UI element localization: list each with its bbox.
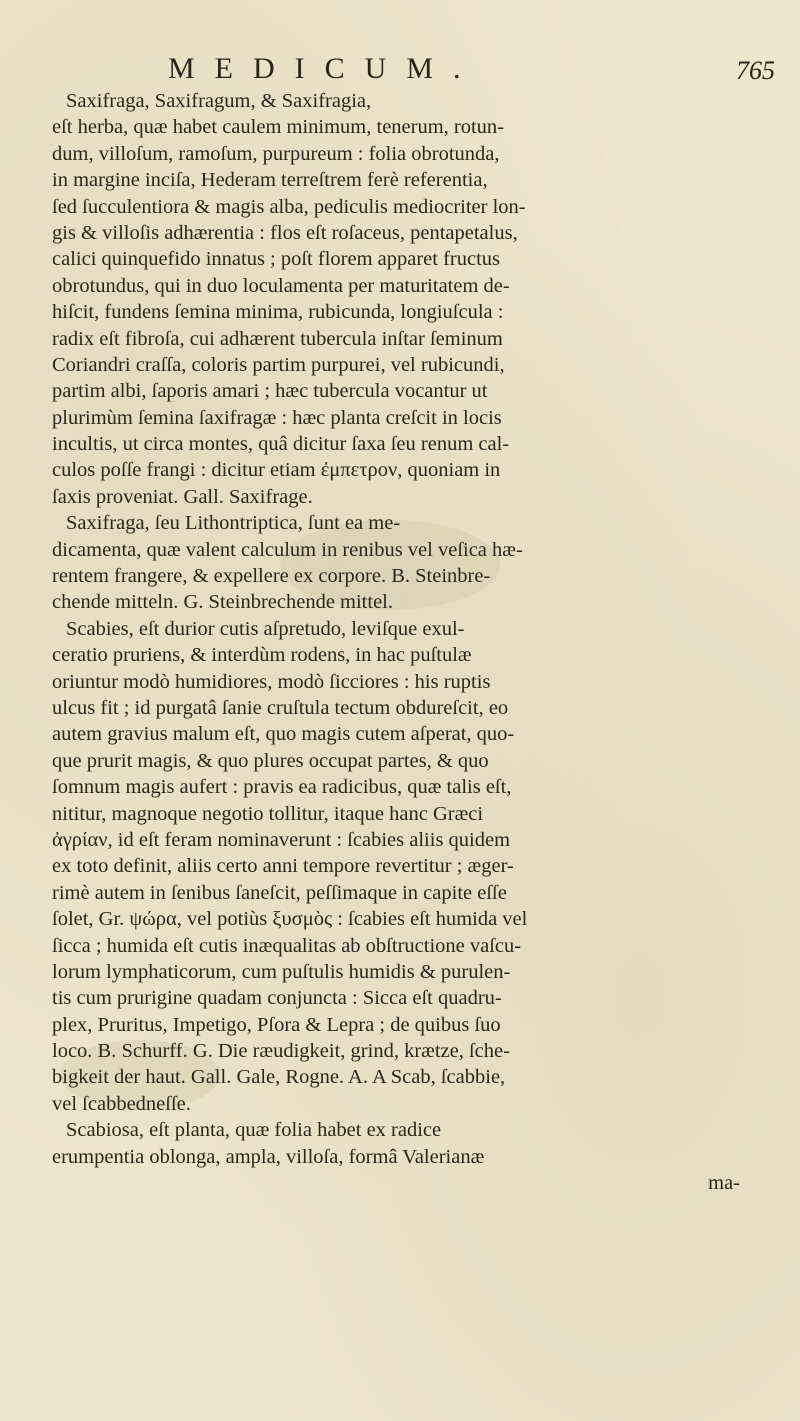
text-line: Coriandri craſſa, coloris partim purpurei, vel rubicundi, bbox=[52, 353, 505, 376]
text-line: ſicca ; humida eſt cutis inæqualitas ab obſtructione vaſcu- bbox=[52, 934, 522, 957]
text-line: culos poſſe frangi : dicitur etiam ἐμπετρον, quoniam in bbox=[52, 459, 501, 482]
text-line: partim albi, ſaporis amari ; hæc tubercula vocantur ut bbox=[52, 380, 488, 403]
text-line: dicamenta, quæ valent calculum in renibus vel veſica hæ- bbox=[52, 538, 523, 561]
text-line: in margine inciſa, Hederam terreſtrem ferè referentia, bbox=[52, 169, 488, 192]
body-text bbox=[52, 88, 744, 1196]
text-line: loco. B. Schurff. G. Die ræudigkeit, grind, krætze, ſche- bbox=[52, 1040, 510, 1063]
text-line: ex toto definit, aliis certo anni tempore revertitur ; æger- bbox=[52, 855, 514, 878]
text-line: Scabies, eſt durior cutis aſpretudo, leviſque exul- bbox=[66, 617, 465, 640]
text-line: ſomnum magis aufert : pravis ea radicibus, quæ talis eſt, bbox=[52, 776, 512, 799]
text-line: plurimùm ſemina ſaxifragæ : hæc planta creſcit in locis bbox=[52, 406, 502, 429]
text-line: autem gravius malum eſt, quo magis cutem aſperat, quo- bbox=[52, 723, 515, 746]
text-line: hiſcit, fundens ſemina minima, rubicunda, longiuſcula : bbox=[52, 301, 504, 324]
running-head: MEDICUM. bbox=[168, 52, 481, 85]
text-line: calici quinquefido innatus ; poſt florem apparet fructus bbox=[52, 248, 501, 271]
catchword: ma- bbox=[708, 1172, 740, 1195]
text-line: eſt herba, quæ habet caulem minimum, tenerum, rotun- bbox=[52, 116, 505, 139]
text-line: incultis, ut circa montes, quâ dicitur ſaxa ſeu renum cal- bbox=[52, 433, 510, 456]
text-line: Scabiosa, eſt planta, quæ folia habet ex radice bbox=[66, 1119, 442, 1142]
text-line: rentem frangere, & expellere ex corpore. B. Steinbre- bbox=[52, 565, 491, 588]
text-line: ἀγρίαν, id eſt feram nominaverunt : ſcabies aliis quidem bbox=[52, 828, 511, 851]
text-line: lorum lymphaticorum, cum puſtulis humidis & purulen- bbox=[52, 960, 511, 983]
text-line: bigkeit der haut. Gall. Gale, Rogne. A. A Scab, ſcabbie, bbox=[52, 1066, 506, 1089]
text-line: plex, Pruritus, Impetigo, Pſora & Lepra ; de quibus ſuo bbox=[52, 1013, 501, 1036]
text-line: chende mitteln. G. Steinbrechende mittel. bbox=[52, 591, 393, 614]
text-line: oriuntur modò humidiores, modò ſicciores : his ruptis bbox=[52, 670, 491, 693]
text-line: rimè autem in ſenibus ſaneſcit, peſſimaque in capite eſſe bbox=[52, 881, 507, 904]
text-line: tis cum prurigine quadam conjuncta : Sicca eſt quadru- bbox=[52, 987, 502, 1010]
text-line: que prurit magis, & quo plures occupat partes, & quo bbox=[52, 749, 489, 772]
text-line: Saxifraga, Saxifragum, & Saxifragia, bbox=[66, 90, 372, 112]
text-line: vel ſcabbedneſſe. bbox=[52, 1092, 191, 1115]
text-line: radix eſt fibroſa, cui adhærent tubercula inſtar ſeminum bbox=[52, 327, 503, 350]
text-line: ſolet, Gr. ψώρα, vel potiùs ξυσμὸς : ſcabies eſt humida vel bbox=[52, 908, 528, 931]
text-line: nititur, magnoque negotio tollitur, itaque hanc Græci bbox=[52, 802, 484, 825]
text-line: erumpentia oblonga, ampla, villoſa, formâ Valerianæ bbox=[52, 1145, 485, 1168]
page-number: 765 bbox=[736, 56, 775, 85]
text-line: Saxifraga, ſeu Lithontriptica, ſunt ea me- bbox=[66, 512, 401, 535]
text-line: ceratio pruriens, & interdùm rodens, in hac puſtulæ bbox=[52, 644, 472, 667]
text-line: dum, villoſum, ramoſum, purpureum : folia obrotunda, bbox=[52, 142, 500, 165]
text-line: ulcus fit ; id purgatâ ſanie cruſtula tectum obdureſcit, eo bbox=[52, 696, 509, 719]
text-line: ſed ſucculentiora & magis alba, pediculis mediocriter lon- bbox=[52, 195, 526, 218]
text-line: ſaxis proveniat. Gall. Saxifrage. bbox=[52, 485, 313, 508]
text-line: gis & villoſis adhærentia : flos eſt roſaceus, pentapetalus, bbox=[52, 221, 518, 244]
text-line: obrotundus, qui in duo loculamenta per maturitatem de- bbox=[52, 274, 510, 297]
page-header bbox=[0, 52, 800, 92]
